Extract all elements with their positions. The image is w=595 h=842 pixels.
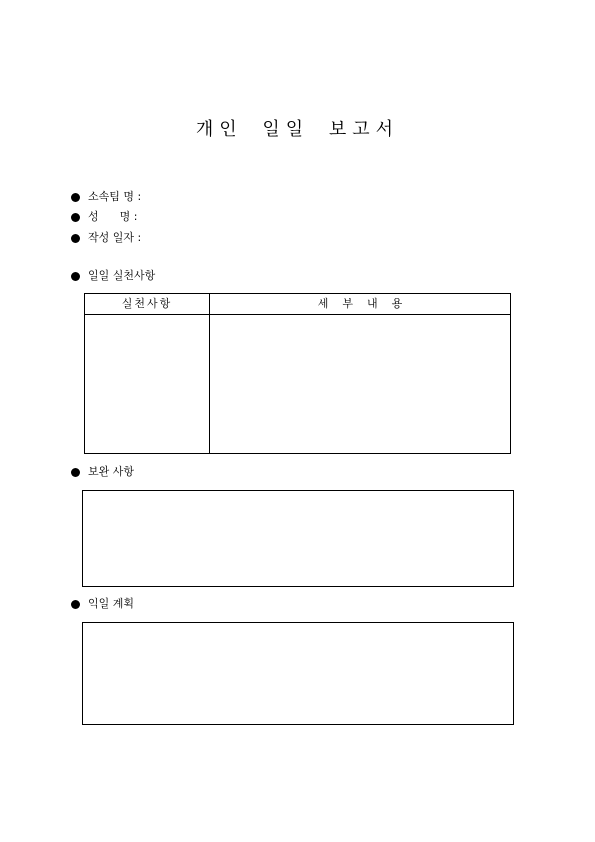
person-name-label: 성 명 : <box>88 210 138 223</box>
person-name-row <box>71 210 137 224</box>
details-column-header: 세 부 내 용 <box>317 297 403 310</box>
bullet-icon <box>71 213 80 222</box>
bullet-icon <box>71 272 80 281</box>
bullet-icon <box>71 468 80 477</box>
team-name-row <box>71 190 141 204</box>
details-cell[interactable] <box>210 315 510 453</box>
next-day-plan-section-heading <box>71 597 134 611</box>
bullet-icon <box>71 234 80 243</box>
daily-practice-table <box>84 293 511 454</box>
next-day-plan-box[interactable] <box>82 622 514 725</box>
next-day-plan-heading-text: 익일 계획 <box>88 597 135 610</box>
bullet-icon <box>71 600 80 609</box>
write-date-label: 작성 일자 : <box>88 231 142 244</box>
report-title: 개인 일일 보고서 <box>195 119 400 140</box>
team-name-label: 소속팀 명 : <box>88 190 142 203</box>
daily-practice-heading-text: 일일 실천사항 <box>88 269 156 282</box>
supplement-box[interactable] <box>82 490 514 587</box>
supplement-section-heading <box>71 465 134 479</box>
practice-item-column-header: 실천사항 <box>121 297 173 310</box>
supplement-heading-text: 보완 사항 <box>88 465 135 478</box>
daily-practice-section-heading <box>71 269 155 283</box>
practice-item-cell[interactable] <box>85 315 209 453</box>
write-date-row <box>71 231 141 245</box>
bullet-icon <box>71 193 80 202</box>
practice-table-header <box>85 294 510 315</box>
